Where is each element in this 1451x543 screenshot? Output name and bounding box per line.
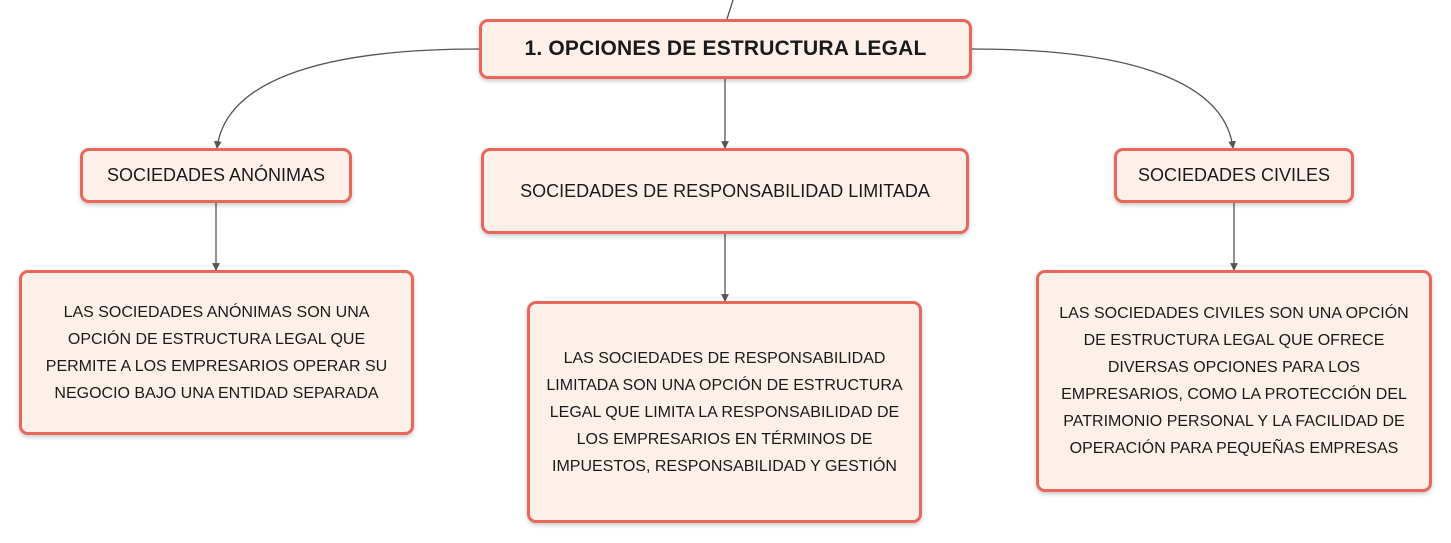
connector-parent-to-root <box>727 0 733 19</box>
connector-root-to-sociedades-civiles <box>972 49 1233 148</box>
topic-node-sociedades-civiles[interactable] <box>1114 148 1354 203</box>
detail-node-sociedades-responsabilidad-limitada[interactable] <box>527 301 922 523</box>
root-node-label: 1. OPCIONES DE ESTRUCTURA LEGAL <box>524 37 927 60</box>
topic-node-sociedades-anonimas[interactable] <box>80 148 352 203</box>
root-node[interactable] <box>479 19 972 79</box>
detail-node-sociedades-anonimas[interactable] <box>19 270 414 435</box>
topic-node-sociedades-responsabilidad-limitada[interactable] <box>481 148 969 234</box>
detail-node-sociedades-civiles[interactable] <box>1036 270 1432 492</box>
topic-label-sociedades-civiles: SOCIEDADES CIVILES <box>1137 165 1331 185</box>
detail-text-sociedades-anonimas: LAS SOCIEDADES ANÓNIMAS SON UNA OPCIÓN DE ESTRUCTURA LEGAL QUE PERMITE A LOS EMPRESARIOS OPERAR SU NEGOCIO BAJO UNA ENTIDAD SEPARADA <box>45 303 388 402</box>
detail-text-sociedades-responsabilidad-limitada: LAS SOCIEDADES DE RESPONSABILIDAD LIMITADA SON UNA OPCIÓN DE ESTRUCTURA LEGAL QUE LIMITA LA RESPONSABILIDAD DE LOS EMPRESARIOS EN TÉRMINOS DE IMPUESTOS, RESPONSABILIDAD Y GESTIÓN <box>546 349 903 475</box>
topic-label-sociedades-anonimas: SOCIEDADES ANÓNIMAS <box>106 165 326 185</box>
topic-label-sociedades-responsabilidad-limitada: SOCIEDADES DE RESPONSABILIDAD LIMITADA <box>520 180 930 201</box>
connector-root-to-sociedades-anonimas <box>217 49 479 148</box>
detail-text-sociedades-civiles: LAS SOCIEDADES CIVILES SON UNA OPCIÓN DE ESTRUCTURA LEGAL QUE OFRECE DIVERSAS OPCIONES PARA LOS EMPRESARIOS, COMO LA PROTECCIÓN DEL PATRIMONIO PERSONAL Y LA FACILIDAD DE OPERACIÓN PARA PEQUEÑAS EMPRESAS <box>1059 305 1409 457</box>
